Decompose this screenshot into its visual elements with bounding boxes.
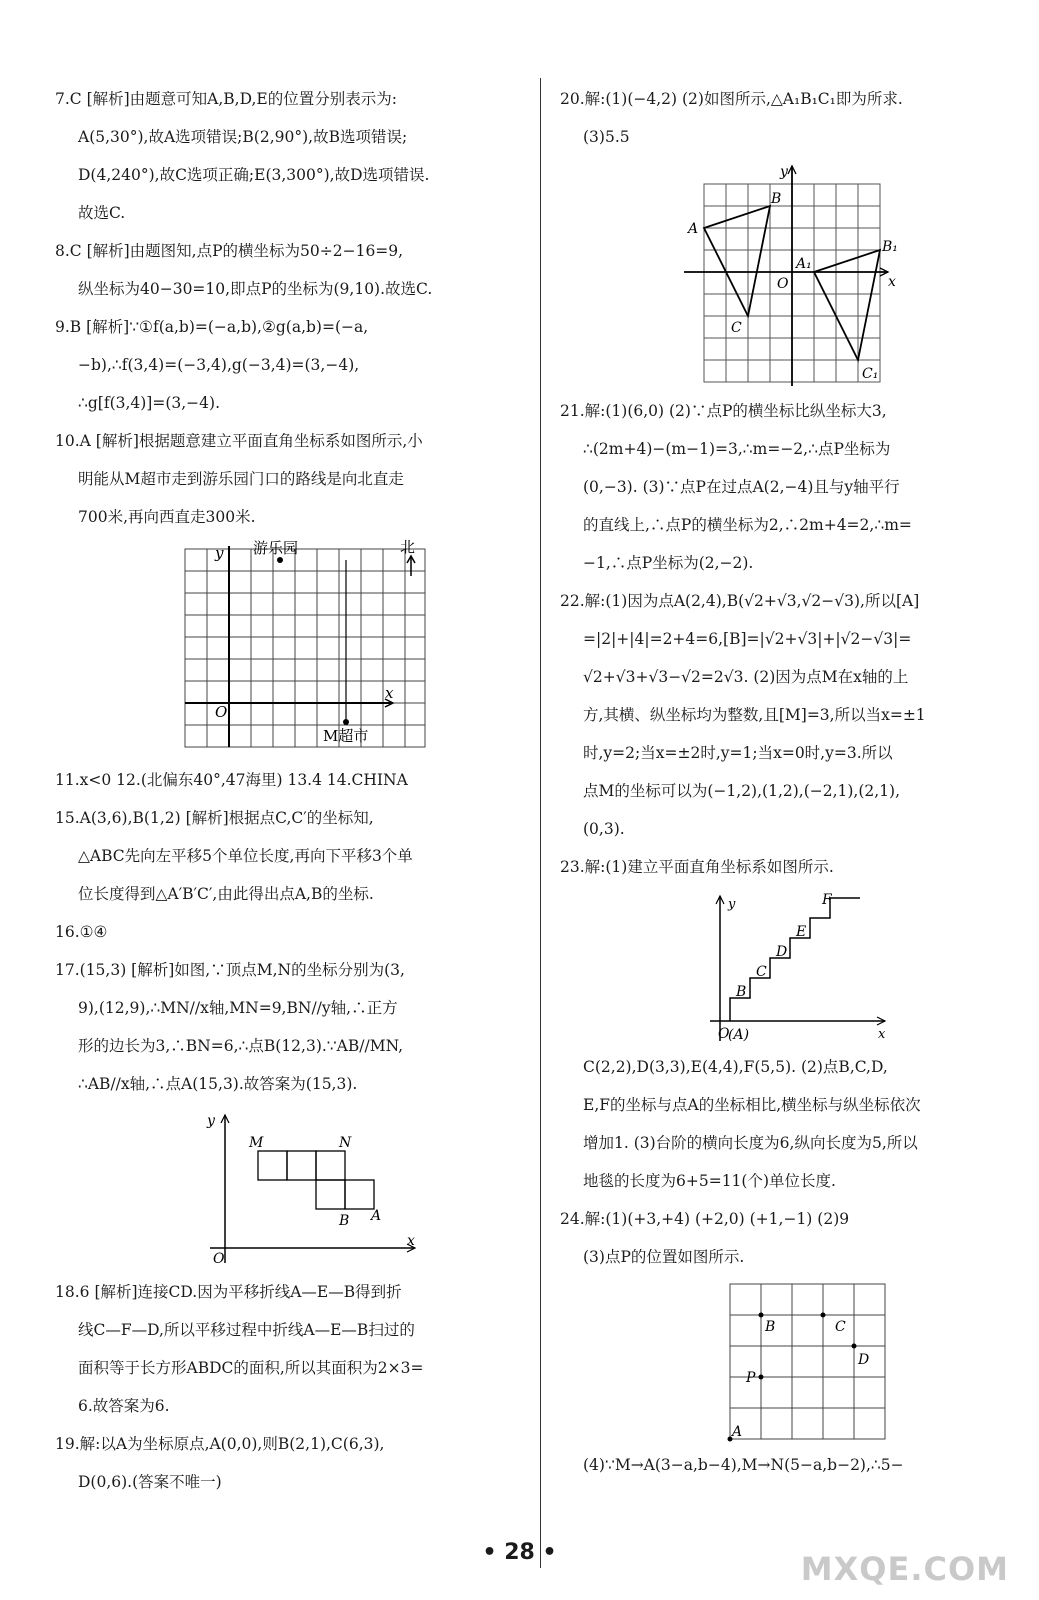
text-line: 10.A [解析]根据题意建立平面直角坐标系如图所示,小 (55, 432, 423, 450)
answers-11-14: 11.x<0 12.(北偏东40°,47海里) 13.4 14.CHINA (55, 771, 408, 789)
point-c-label: C (835, 1319, 846, 1335)
text-line: ∴g[f(3,4)]=(3,−4). (78, 394, 221, 412)
figure-10-map (55, 536, 525, 761)
y-axis-label: y (207, 1113, 215, 1129)
text-line: 时,y=2;当x=±2时,y=1;当x=0时,y=3.所以 (583, 744, 893, 762)
text-line: ∴AB//x轴,∴点A(15,3).故答案为(15,3). (78, 1075, 358, 1093)
left-column (55, 80, 525, 1501)
column-divider (540, 78, 541, 1568)
text-line: 17.(15,3) [解析]如图,∵顶点M,N的坐标分别为(3, (55, 961, 405, 979)
point-d-label: D (776, 944, 788, 960)
origin-label: O (777, 276, 789, 292)
point-a1-label: A₁ (796, 256, 812, 272)
origin-label: O (718, 1026, 730, 1042)
point-b-label: B (765, 1319, 776, 1335)
text-line: 故选C. (78, 204, 126, 222)
text-line: 点M的坐标可以为(−1,2),(1,2),(−2,1),(2,1), (583, 782, 901, 800)
text-line: 9),(12,9),∴MN//x轴,MN=9,BN//y轴,∴正方 (78, 999, 398, 1017)
text-line: 纵坐标为40−30=10,即点P的坐标为(9,10).故选C. (78, 280, 433, 298)
text-line: 20.解:(1)(−4,2) (2)如图所示,△A₁B₁C₁即为所求. (560, 90, 903, 108)
point-c (821, 1313, 826, 1318)
text-line: D(0,6).(答案不唯一) (78, 1473, 222, 1491)
point-m-label: M (249, 1135, 264, 1151)
text-line: (3)点P的位置如图所示. (583, 1248, 745, 1266)
figure-24 (560, 1276, 1020, 1446)
answer-16: 16.①④ (55, 923, 108, 941)
answer-7 (55, 80, 525, 232)
answer-9 (55, 308, 525, 422)
answer-21 (560, 392, 1020, 582)
text-line: 19.解:以A为坐标原点,A(0,0),则B(2,1),C(6,3), (55, 1435, 385, 1453)
text-line: 增加1. (3)台阶的横向长度为6,纵向长度为5,所以 (583, 1134, 918, 1152)
text-line: 21.解:(1)(6,0) (2)∵点P的横坐标比纵坐标大3, (560, 402, 887, 420)
answer-24-part4: (4)∵M→A(3−a,b−4),M→N(5−a,b−2),∴5− (583, 1456, 904, 1474)
origin-label: O (215, 703, 228, 721)
figure-23 (560, 886, 1020, 1048)
point-a-label: (A) (728, 1027, 750, 1043)
point-b-label: B (736, 984, 747, 1000)
figure-20 (560, 156, 1020, 392)
text-line: −1,∴点P坐标为(2,−2). (583, 554, 754, 572)
text-line: (3)5.5 (583, 128, 630, 146)
text-line: 7.C [解析]由题意可知A,B,D,E的位置分别表示为: (55, 90, 397, 108)
answer-23-cont (560, 1048, 1020, 1200)
point-e-label: E (796, 924, 807, 940)
north-label: 北 (400, 538, 416, 556)
answer-18 (55, 1273, 525, 1425)
figure-17 (55, 1103, 525, 1273)
point-p (759, 1375, 764, 1380)
text-line: 700米,再向西直走300米. (78, 508, 256, 526)
figure-17-svg (55, 1103, 525, 1273)
y-axis-label: y (780, 164, 788, 180)
text-line: −b),∴f(3,4)=(−3,4),g(−3,4)=(3,−4), (78, 356, 360, 374)
point-b (759, 1313, 764, 1318)
point-c-label: C (731, 320, 742, 336)
text-line: C(2,2),D(3,3),E(4,4),F(5,5). (2)点B,C,D, (583, 1058, 888, 1076)
text-line: (0,−3). (3)∵点P在过点A(2,−4)且与y轴平行 (583, 478, 900, 496)
park-label: 游乐园 (253, 539, 299, 557)
text-line: 方,其横、纵坐标均为整数,且[M]=3,所以当x=±1 (583, 706, 926, 724)
y-axis-label: y (728, 897, 736, 912)
answer-22 (560, 582, 1020, 848)
text-line: D(4,240°),故C选项正确;E(3,300°),故D选项错误. (78, 166, 430, 184)
text-line: 形的边长为3,∴BN=6,∴点B(12,3).∵AB//MN, (78, 1037, 404, 1055)
text-line: 24.解:(1)(+3,+4) (+2,0) (+1,−1) (2)9 (560, 1210, 850, 1228)
answer-10 (55, 422, 525, 536)
text-line: 9.B [解析]∵①f(a,b)=(−a,b),②g(a,b)=(−a, (55, 318, 369, 336)
text-line: 6.故答案为6. (78, 1397, 170, 1415)
point-d (852, 1344, 857, 1349)
text-line: 22.解:(1)因为点A(2,4),B(√2+√3,√2−√3),所以[A] (560, 592, 920, 610)
x-axis-label: x (407, 1233, 415, 1249)
point-c1-label: C₁ (862, 366, 879, 382)
text-line: 面积等于长方形ABDC的面积,所以其面积为2×3= (78, 1359, 424, 1377)
park-point (277, 557, 283, 563)
answer-19 (55, 1425, 525, 1501)
text-line: 地毯的长度为6+5=11(个)单位长度. (583, 1172, 836, 1190)
point-d-label: D (858, 1352, 870, 1368)
figure-20-svg (560, 156, 1020, 392)
answer-15 (55, 799, 525, 913)
market-label: M超市 (323, 727, 369, 745)
text-line: 的直线上,∴点P的横坐标为2,∴2m+4=2,∴m= (583, 516, 912, 534)
figure-10-svg (55, 536, 525, 761)
text-line: 位长度得到△A′B′C′,由此得出点A,B的坐标. (78, 885, 374, 903)
answer-23-line: 23.解:(1)建立平面直角坐标系如图所示. (560, 858, 834, 876)
text-line: 18.6 [解析]连接CD.因为平移折线A—E—B得到折 (55, 1283, 402, 1301)
figure-24-svg (560, 1276, 1020, 1446)
point-a-label: A (688, 221, 699, 237)
point-b-label: B (339, 1213, 350, 1229)
text-line: 15.A(3,6),B(1,2) [解析]根据点C,C′的坐标知, (55, 809, 374, 827)
watermark-logo: MXQE.COM (800, 1550, 1009, 1588)
text-line: 明能从M超市走到游乐园门口的路线是向北直走 (78, 470, 404, 488)
answer-20 (560, 80, 1020, 156)
point-f-label: F (822, 892, 832, 908)
point-b-label: B (771, 191, 782, 207)
figure-23-svg (560, 886, 1020, 1048)
answer-24 (560, 1200, 1020, 1276)
point-c-label: C (756, 964, 767, 980)
text-line: A(5,30°),故A选项错误;B(2,90°),故B选项错误; (78, 128, 408, 146)
answer-8 (55, 232, 525, 308)
point-a-label: A (732, 1424, 743, 1440)
text-line: E,F的坐标与点A的坐标相比,横坐标与纵坐标依次 (583, 1096, 921, 1114)
point-b1-label: B₁ (882, 239, 898, 255)
origin-label: O (213, 1251, 225, 1267)
x-axis-label: x (878, 1027, 886, 1042)
text-line: 8.C [解析]由题图知,点P的横坐标为50÷2−16=9, (55, 242, 404, 260)
right-column (560, 80, 1020, 1484)
x-axis-label: x (385, 684, 394, 702)
text-line: √2+√3+√3−√2=2√3. (2)因为点M在x轴的上 (583, 668, 909, 686)
point-n-label: N (339, 1135, 352, 1151)
text-line: (0,3). (583, 820, 625, 838)
point-p-label: P (746, 1370, 756, 1386)
page-number: • 28 • (482, 1540, 557, 1565)
text-line: 线C—F—D,所以平移过程中折线A—E—B扫过的 (78, 1321, 415, 1339)
point-a-label: A (371, 1208, 382, 1224)
text-line: △ABC先向左平移5个单位长度,再向下平移3个单 (78, 847, 413, 865)
x-axis-label: x (888, 274, 896, 290)
answer-17 (55, 951, 525, 1103)
text-line: =|2|+|4|=2+4=6,[B]=|√2+√3|+|√2−√3|= (583, 630, 912, 648)
text-line: ∴(2m+4)−(m−1)=3,∴m=−2,∴点P坐标为 (583, 440, 891, 458)
y-axis-label: y (215, 544, 224, 562)
